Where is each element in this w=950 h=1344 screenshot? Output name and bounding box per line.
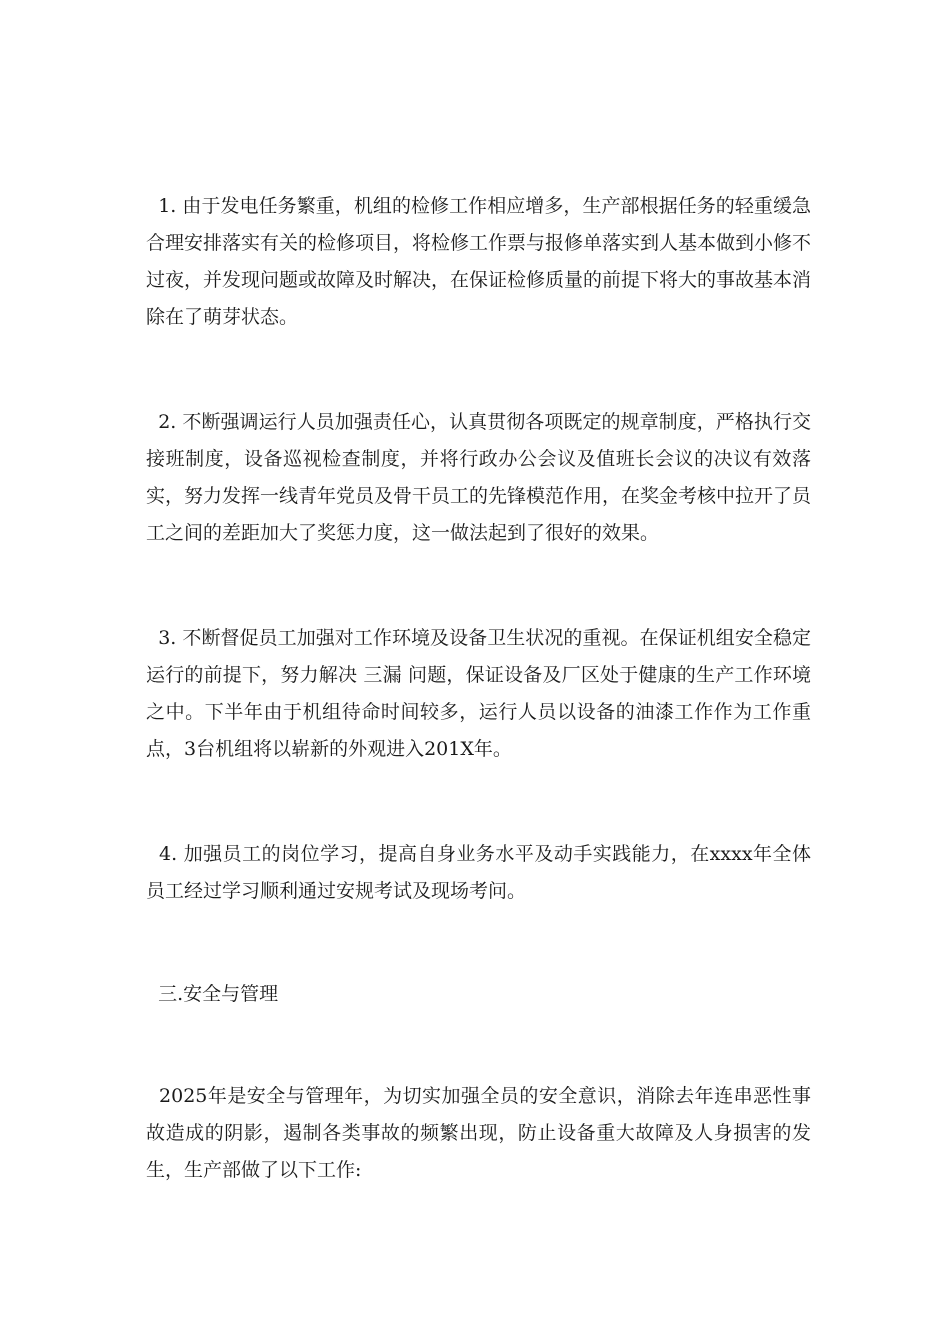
paragraph-item-4: 4. 加强员工的岗位学习，提高自身业务水平及动手实践能力，在xxxx年全体员工经过学习顺利通过安规考试及现场考问。	[146, 843, 811, 902]
paragraph-item-2: 2. 不断强调运行人员加强责任心，认真贯彻各项既定的规章制度，严格执行交接班制度，设备巡视检查制度，并将行政办公会议及值班长会议的决议有效落实，努力发挥一线青年党员及骨干员工的先锋模范作用，在奖金考核中拉开了员工之间的差距加大了奖惩力度，这一做法起到了很好的效果。	[146, 411, 812, 544]
section-heading-safety-management: 三.安全与管理	[146, 983, 279, 1005]
paragraph-item-3: 3. 不断督促员工加强对工作环境及设备卫生状况的重视。在保证机组安全稳定运行的前提下，努力解决 三漏 问题，保证设备及厂区处于健康的生产工作环境之中。下半年由于机组待命时间较多，运行人员以设备的油漆工作作为工作重点，3台机组将以崭新的外观进入201X年。	[146, 627, 811, 760]
paragraph-item-1: 1. 由于发电任务繁重，机组的检修工作相应增多，生产部根据任务的轻重缓急合理安排落实有关的检修项目，将检修工作票与报修单落实到人基本做到小修不过夜，并发现问题或故障及时解决，在保证检修质量的前提下将大的事故基本消除在了萌芽状态。	[146, 195, 812, 328]
paragraph-safety-intro: 2025年是安全与管理年，为切实加强全员的安全意识，消除去年连串恶性事故造成的阴影，遏制各类事故的频繁出现，防止设备重大故障及人身损害的发生，生产部做了以下工作:	[146, 1085, 811, 1181]
